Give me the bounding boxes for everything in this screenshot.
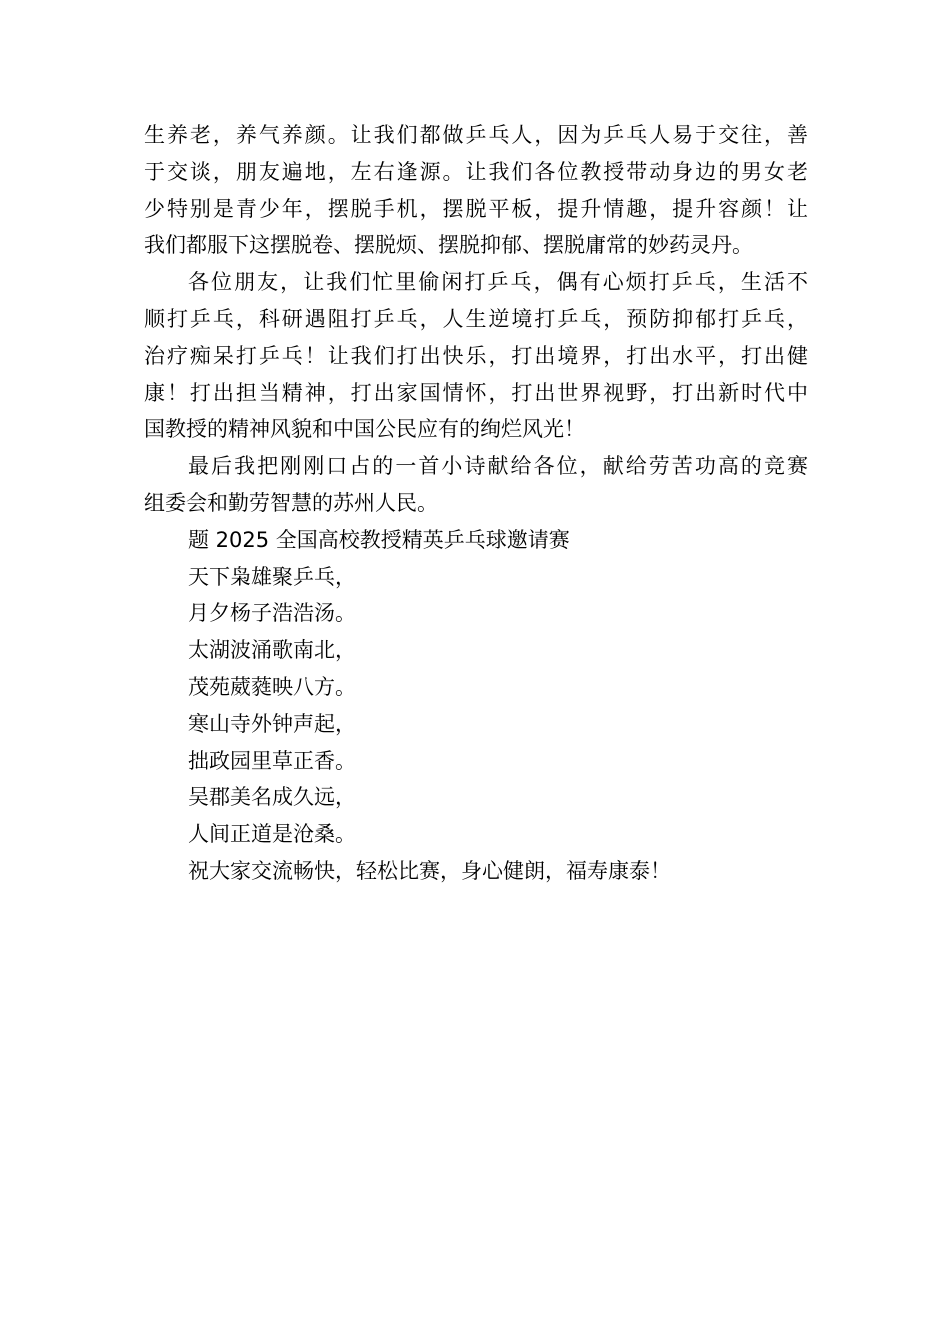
poem-line: 月夕杨子浩浩汤。 xyxy=(188,601,356,626)
poem-line: 寒山寺外钟声起， xyxy=(188,711,356,736)
paragraph-3 xyxy=(144,448,808,522)
poem-line: 吴郡美名成久远， xyxy=(188,785,356,810)
paragraph-line: 康！打出担当精神，打出家国情怀，打出世界视野，打出新时代中 xyxy=(144,380,808,405)
poem-line: 人间正道是沧桑。 xyxy=(188,822,356,847)
paragraph-line: 组委会和勤劳智慧的苏州人民。 xyxy=(144,490,438,515)
paragraph-line: 治疗痴呆打乒乓！让我们打出快乐，打出境界，打出水平，打出健 xyxy=(144,343,808,368)
poem-line: 天下枭雄聚乒乓， xyxy=(188,564,356,589)
document-body xyxy=(144,117,808,890)
poem xyxy=(144,559,808,853)
paragraph-line: 于交谈，朋友遍地，左右逢源。让我们各位教授带动身边的男女老 xyxy=(144,159,808,184)
paragraph-line: 少特别是青少年，摆脱手机，摆脱平板，提升情趣，提升容颜！让 xyxy=(144,196,808,221)
poem-line: 拙政园里草正香。 xyxy=(188,748,356,773)
paragraph-line: 最后我把刚刚口占的一首小诗献给各位，献给劳苦功高的竞赛 xyxy=(188,454,808,479)
poem-line: 太湖波涌歌南北， xyxy=(188,638,356,663)
poem-line: 茂苑葳蕤映八方。 xyxy=(188,674,356,699)
paragraph-line: 国教授的精神风貌和中国公民应有的绚烂风光！ xyxy=(144,417,585,442)
paragraph-line: 生养老，养气养颜。让我们都做乒乓人，因为乒乓人易于交往，善 xyxy=(144,123,808,147)
poem-title: 题 2025 全国高校教授精英乒乓球邀请赛 xyxy=(188,527,570,552)
paragraph-1 xyxy=(144,117,808,264)
paragraph-2 xyxy=(144,264,808,448)
paragraph-line: 顺打乒乓，科研遇阻打乒乓，人生逆境打乒乓，预防抑郁打乒乓， xyxy=(144,306,808,331)
paragraph-line: 各位朋友，让我们忙里偷闲打乒乓，偶有心烦打乒乓，生活不 xyxy=(188,270,808,295)
closing-line: 祝大家交流畅快，轻松比赛，身心健朗，福寿康泰！ xyxy=(188,858,671,883)
paragraph-line: 我们都服下这摆脱卷、摆脱烦、摆脱抑郁、摆脱庸常的妙药灵丹。 xyxy=(144,233,753,258)
